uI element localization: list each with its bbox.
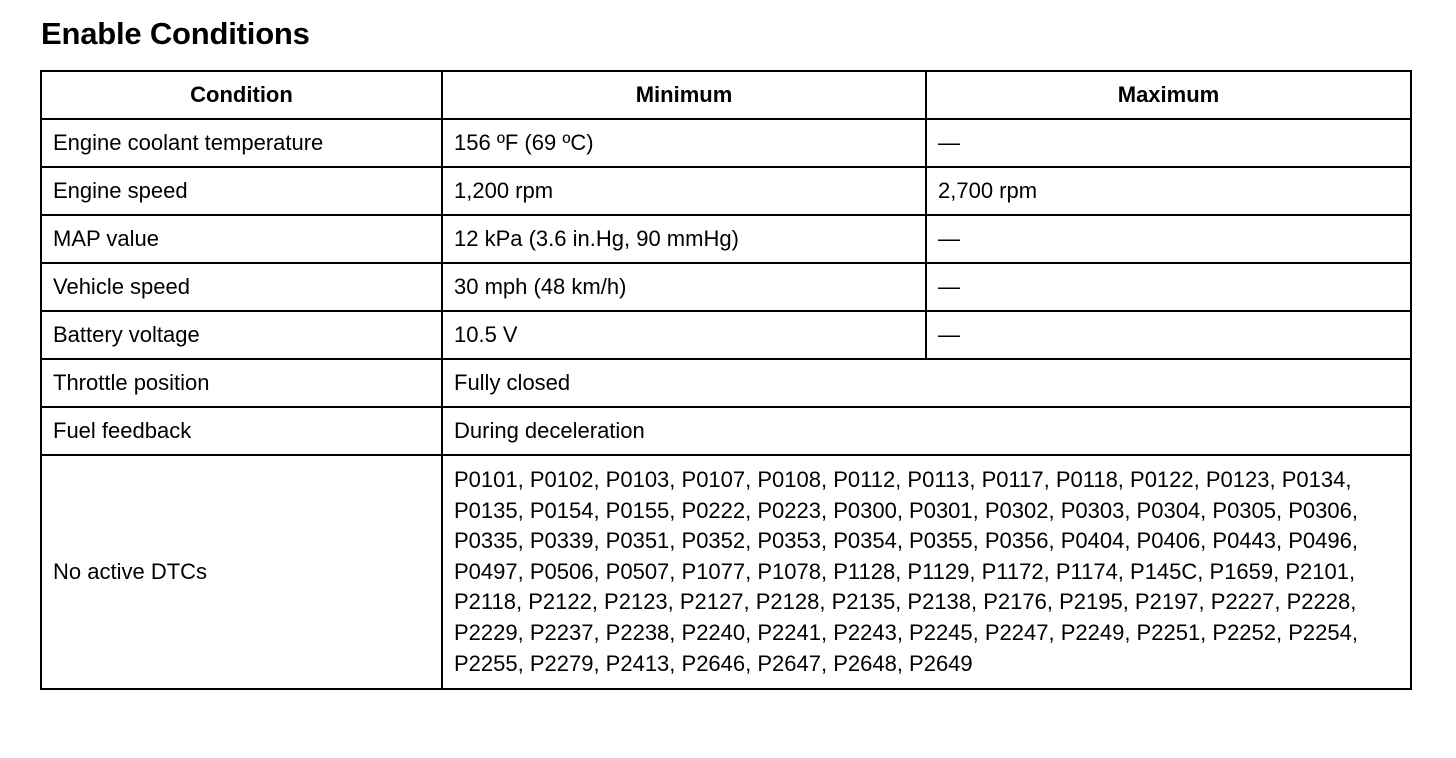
maximum-cell: — — [926, 215, 1411, 263]
table-row — [41, 167, 1411, 215]
table-row — [41, 359, 1411, 407]
table-row — [41, 215, 1411, 263]
maximum-cell: — — [926, 263, 1411, 311]
condition-cell: No active DTCs — [41, 455, 442, 689]
dtc-list-cell: P0101, P0102, P0103, P0107, P0108, P0112, P0113, P0117, P0118, P0122, P0123, P0134, P0135, P0154, P0155, P0222, P0223, P0300, P0301, P0302, P0303, P0304, P0305, P0306, P0335, P0339, P0351, P0352, P0353, P0354, P0355, P0356, P0404, P0406, P0443, P0496, P0497, P0506, P0507, P1077, P1078, P1128, P1129, P1172, P1174, P145C, P1659, P2101, P2118, P2122, P2123, P2127, P2128, P2135, P2138, P2176, P2195, P2197, P2227, P2228, P2229, P2237, P2238, P2240, P2241, P2243, P2245, P2247, P2249, P2251, P2252, P2254, P2255, P2279, P2413, P2646, P2647, P2648, P2649 — [442, 455, 1411, 689]
table-row — [41, 407, 1411, 455]
column-header-condition: Condition — [41, 71, 442, 119]
condition-cell: Fuel feedback — [41, 407, 442, 455]
minimum-cell: 30 mph (48 km/h) — [442, 263, 926, 311]
table-row-dtcs — [41, 455, 1411, 689]
table-header-row — [41, 71, 1411, 119]
maximum-cell: — — [926, 119, 1411, 167]
condition-cell: MAP value — [41, 215, 442, 263]
value-cell: Fully closed — [442, 359, 1411, 407]
enable-conditions-table — [40, 70, 1412, 690]
condition-cell: Battery voltage — [41, 311, 442, 359]
page-title: Enable Conditions — [41, 16, 310, 51]
minimum-cell: 1,200 rpm — [442, 167, 926, 215]
condition-cell: Engine speed — [41, 167, 442, 215]
minimum-cell: 10.5 V — [442, 311, 926, 359]
minimum-cell: 12 kPa (3.6 in.Hg, 90 mmHg) — [442, 215, 926, 263]
condition-cell: Vehicle speed — [41, 263, 442, 311]
minimum-cell: 156 ºF (69 ºC) — [442, 119, 926, 167]
condition-cell: Throttle position — [41, 359, 442, 407]
maximum-cell: 2,700 rpm — [926, 167, 1411, 215]
table-row — [41, 119, 1411, 167]
column-header-minimum: Minimum — [442, 71, 926, 119]
column-header-maximum: Maximum — [926, 71, 1411, 119]
table-row — [41, 311, 1411, 359]
value-cell: During deceleration — [442, 407, 1411, 455]
condition-cell: Engine coolant temperature — [41, 119, 442, 167]
maximum-cell: — — [926, 311, 1411, 359]
table-row — [41, 263, 1411, 311]
